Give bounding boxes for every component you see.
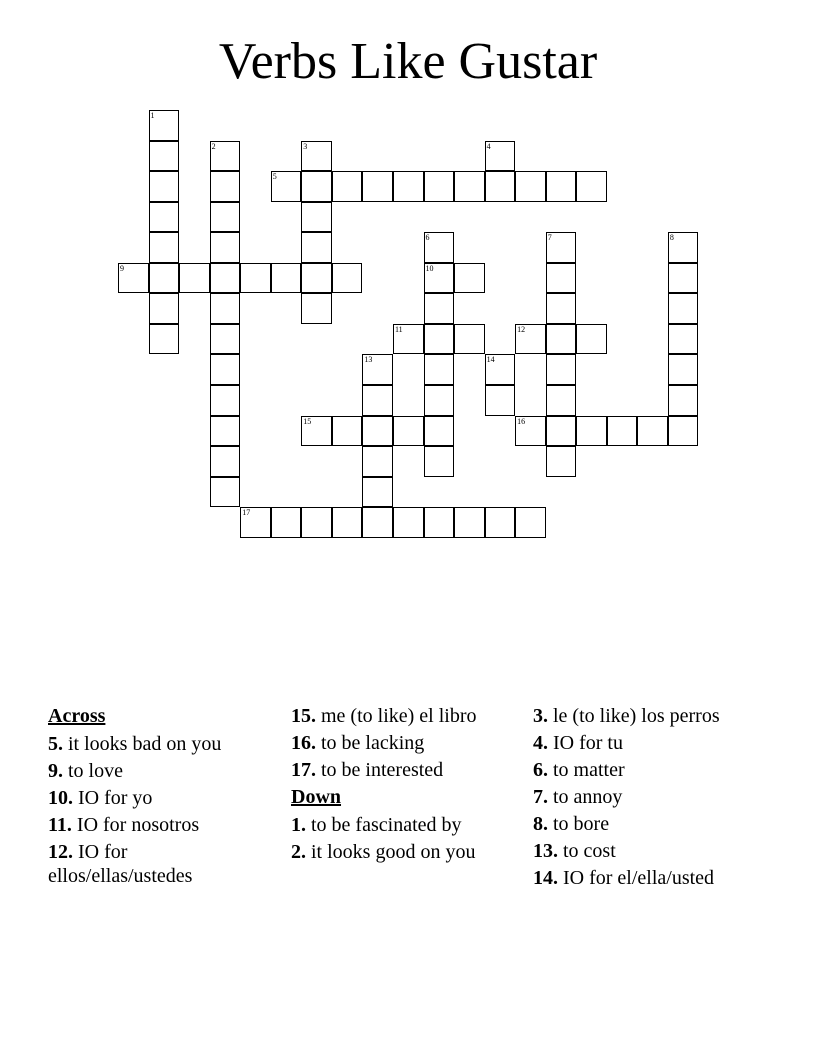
grid-cell[interactable] (210, 385, 241, 416)
grid-cell[interactable] (485, 507, 516, 538)
grid-cell[interactable] (210, 263, 241, 294)
grid-cell[interactable] (454, 324, 485, 355)
clue-number: 1 (150, 111, 155, 120)
page-title: Verbs Like Gustar (218, 33, 598, 90)
clue-text: to matter (548, 759, 625, 781)
grid-cell[interactable] (301, 293, 332, 324)
grid-cell[interactable] (362, 416, 393, 447)
clue-item (291, 731, 491, 755)
clue-text: to bore (548, 813, 610, 835)
grid-cell[interactable] (210, 293, 241, 324)
grid-cell[interactable] (332, 416, 363, 447)
clue-item (48, 813, 248, 837)
grid-cell[interactable] (424, 263, 455, 294)
grid-cell[interactable] (149, 293, 180, 324)
clue-item (48, 840, 248, 888)
clue-number: 14 (486, 355, 495, 365)
clue-text: IO for nosotros (71, 814, 200, 836)
clue-item (291, 704, 491, 728)
grid-cell[interactable] (485, 171, 516, 202)
grid-cell[interactable] (362, 446, 393, 477)
grid-cell[interactable] (149, 202, 180, 233)
grid-cell[interactable] (210, 232, 241, 263)
grid-cell[interactable] (332, 507, 363, 538)
clue-item (533, 758, 733, 782)
grid-cell[interactable] (149, 110, 180, 141)
clue-text: to be fascinated by (306, 814, 462, 836)
clue-item (533, 812, 733, 836)
clue-number: 4 (486, 141, 491, 151)
clue-number-label: 1. (291, 814, 306, 836)
grid-cell[interactable] (424, 385, 455, 416)
grid-cell[interactable] (301, 263, 332, 294)
clue-number: 8 (669, 233, 674, 243)
grid-cell[interactable] (515, 171, 546, 202)
clue-number-label: 10. (48, 787, 73, 809)
grid-cell[interactable] (210, 141, 241, 172)
grid-cell[interactable] (271, 507, 302, 538)
grid-cell[interactable] (424, 324, 455, 355)
grid-cell[interactable] (301, 171, 332, 202)
grid-cell[interactable] (271, 263, 302, 294)
grid-cell[interactable] (362, 171, 393, 202)
grid-cell[interactable] (668, 416, 699, 447)
grid-cell[interactable] (546, 354, 577, 385)
grid-cell[interactable] (668, 324, 699, 355)
grid-cell[interactable] (210, 324, 241, 355)
grid-cell[interactable] (546, 324, 577, 355)
grid-cell[interactable] (118, 263, 149, 294)
clue-number-label: 17. (291, 759, 316, 781)
clue-text: IO for yo (73, 787, 153, 809)
clue-item (291, 813, 491, 837)
grid-cell[interactable] (393, 507, 424, 538)
grid-cell[interactable] (546, 293, 577, 324)
grid-cell[interactable] (210, 171, 241, 202)
grid-cell[interactable] (668, 293, 699, 324)
clue-text: IO for el/ella/usted (558, 867, 715, 889)
clue-number-label: 3. (533, 705, 548, 727)
grid-cell[interactable] (362, 477, 393, 508)
clue-number: 16 (517, 416, 526, 426)
clue-number-label: 9. (48, 760, 63, 782)
clue-item (291, 840, 491, 864)
grid-cell[interactable] (576, 324, 607, 355)
clue-number-label: 15. (291, 705, 316, 727)
grid-cell[interactable] (668, 263, 699, 294)
clue-number: 11 (394, 324, 403, 334)
clue-number: 15 (303, 416, 312, 426)
grid-cell[interactable] (485, 141, 516, 172)
clue-number-label: 16. (291, 732, 316, 754)
grid-cell[interactable] (454, 171, 485, 202)
grid-cell[interactable] (362, 385, 393, 416)
grid-cell[interactable] (149, 141, 180, 172)
grid-cell[interactable] (424, 446, 455, 477)
clue-number-label: 5. (48, 733, 63, 755)
grid-cell[interactable] (424, 232, 455, 263)
clue-text: to be interested (316, 759, 444, 781)
grid-cell[interactable] (485, 354, 516, 385)
clue-number: 13 (364, 355, 373, 365)
clue-text: le (to like) los perros (548, 705, 720, 727)
clue-item (533, 731, 733, 755)
grid-cell[interactable] (240, 263, 271, 294)
grid-cell[interactable] (210, 416, 241, 447)
clue-number-label: 7. (533, 786, 548, 808)
clue-item (48, 732, 248, 756)
clue-number-label: 4. (533, 732, 548, 754)
clue-number: 9 (120, 263, 124, 273)
grid-cell[interactable] (424, 354, 455, 385)
grid-cell[interactable] (393, 416, 424, 447)
clue-number-label: 14. (533, 867, 558, 889)
grid-cell[interactable] (546, 171, 577, 202)
grid-cell[interactable] (546, 416, 577, 447)
grid-cell[interactable] (485, 385, 516, 416)
clue-column-1 (48, 704, 248, 891)
clue-number-label: 13. (533, 840, 558, 862)
grid-cell[interactable] (301, 141, 332, 172)
grid-cell[interactable] (668, 354, 699, 385)
clue-item (533, 839, 733, 863)
clue-text: it looks good on you (306, 841, 476, 863)
grid-cell[interactable] (393, 324, 424, 355)
grid-cell[interactable] (637, 416, 668, 447)
clue-text: me (to like) el libro (316, 705, 477, 727)
grid-cell[interactable] (424, 171, 455, 202)
clue-number: 3 (303, 141, 308, 151)
grid-cell[interactable] (515, 507, 546, 538)
clue-number-label: 8. (533, 813, 548, 835)
grid-cell[interactable] (424, 416, 455, 447)
grid-cell[interactable] (424, 507, 455, 538)
grid-cell[interactable] (149, 171, 180, 202)
clue-number-label: 11. (48, 814, 72, 836)
clue-text: to love (63, 760, 123, 782)
grid-cell[interactable] (179, 263, 210, 294)
clue-item (48, 786, 248, 810)
grid-cell[interactable] (271, 171, 302, 202)
clue-number-label: 2. (291, 841, 306, 863)
grid-cell[interactable] (149, 263, 180, 294)
grid-cell[interactable] (301, 507, 332, 538)
grid-cell[interactable] (332, 263, 363, 294)
clue-item (533, 785, 733, 809)
grid-cell[interactable] (210, 354, 241, 385)
clue-item (291, 758, 491, 782)
grid-cell[interactable] (362, 507, 393, 538)
grid-cell[interactable] (576, 416, 607, 447)
grid-cell[interactable] (546, 263, 577, 294)
grid-cell[interactable] (210, 202, 241, 233)
grid-cell[interactable] (301, 202, 332, 233)
clue-number: 10 (425, 263, 434, 273)
clue-number: 5 (272, 172, 277, 182)
down-heading: Down (291, 786, 342, 808)
grid-cell[interactable] (301, 232, 332, 263)
clue-item (48, 759, 248, 783)
across-heading: Across (48, 705, 106, 727)
grid-cell[interactable] (210, 446, 241, 477)
clue-text: it looks bad on you (63, 733, 222, 755)
clue-text: to annoy (548, 786, 623, 808)
grid-cell[interactable] (515, 416, 546, 447)
grid-cell[interactable] (301, 416, 332, 447)
grid-cell[interactable] (454, 507, 485, 538)
clue-number: 12 (517, 324, 526, 334)
clue-text: to cost (558, 840, 616, 862)
grid-cell[interactable] (240, 507, 271, 538)
grid-cell[interactable] (210, 477, 241, 508)
grid-cell[interactable] (454, 263, 485, 294)
clue-number-label: 6. (533, 759, 548, 781)
clue-text: IO for ellos/ellas/ustedes (48, 841, 193, 887)
clue-number: 6 (425, 233, 430, 243)
grid-cell[interactable] (362, 354, 393, 385)
clue-text: to be lacking (316, 732, 425, 754)
grid-cell[interactable] (546, 232, 577, 263)
grid-cell[interactable] (332, 171, 363, 202)
clue-column-3 (533, 704, 733, 893)
grid-cell[interactable] (515, 324, 546, 355)
grid-cell[interactable] (546, 446, 577, 477)
clue-column-2 (291, 704, 491, 867)
grid-cell[interactable] (546, 385, 577, 416)
grid-cell[interactable] (424, 293, 455, 324)
clue-number: 17 (242, 508, 251, 518)
grid-cell[interactable] (576, 171, 607, 202)
clue-number: 2 (211, 141, 216, 151)
clue-text: IO for tu (548, 732, 623, 754)
grid-cell[interactable] (668, 232, 699, 263)
grid-cell[interactable] (668, 385, 699, 416)
grid-cell[interactable] (149, 232, 180, 263)
grid-cell[interactable] (393, 171, 424, 202)
grid-cell[interactable] (149, 324, 180, 355)
clue-item (533, 866, 733, 890)
clue-number-label: 12. (48, 841, 73, 863)
grid-cell[interactable] (607, 416, 638, 447)
clue-number: 7 (547, 233, 552, 243)
clue-item (533, 704, 733, 728)
